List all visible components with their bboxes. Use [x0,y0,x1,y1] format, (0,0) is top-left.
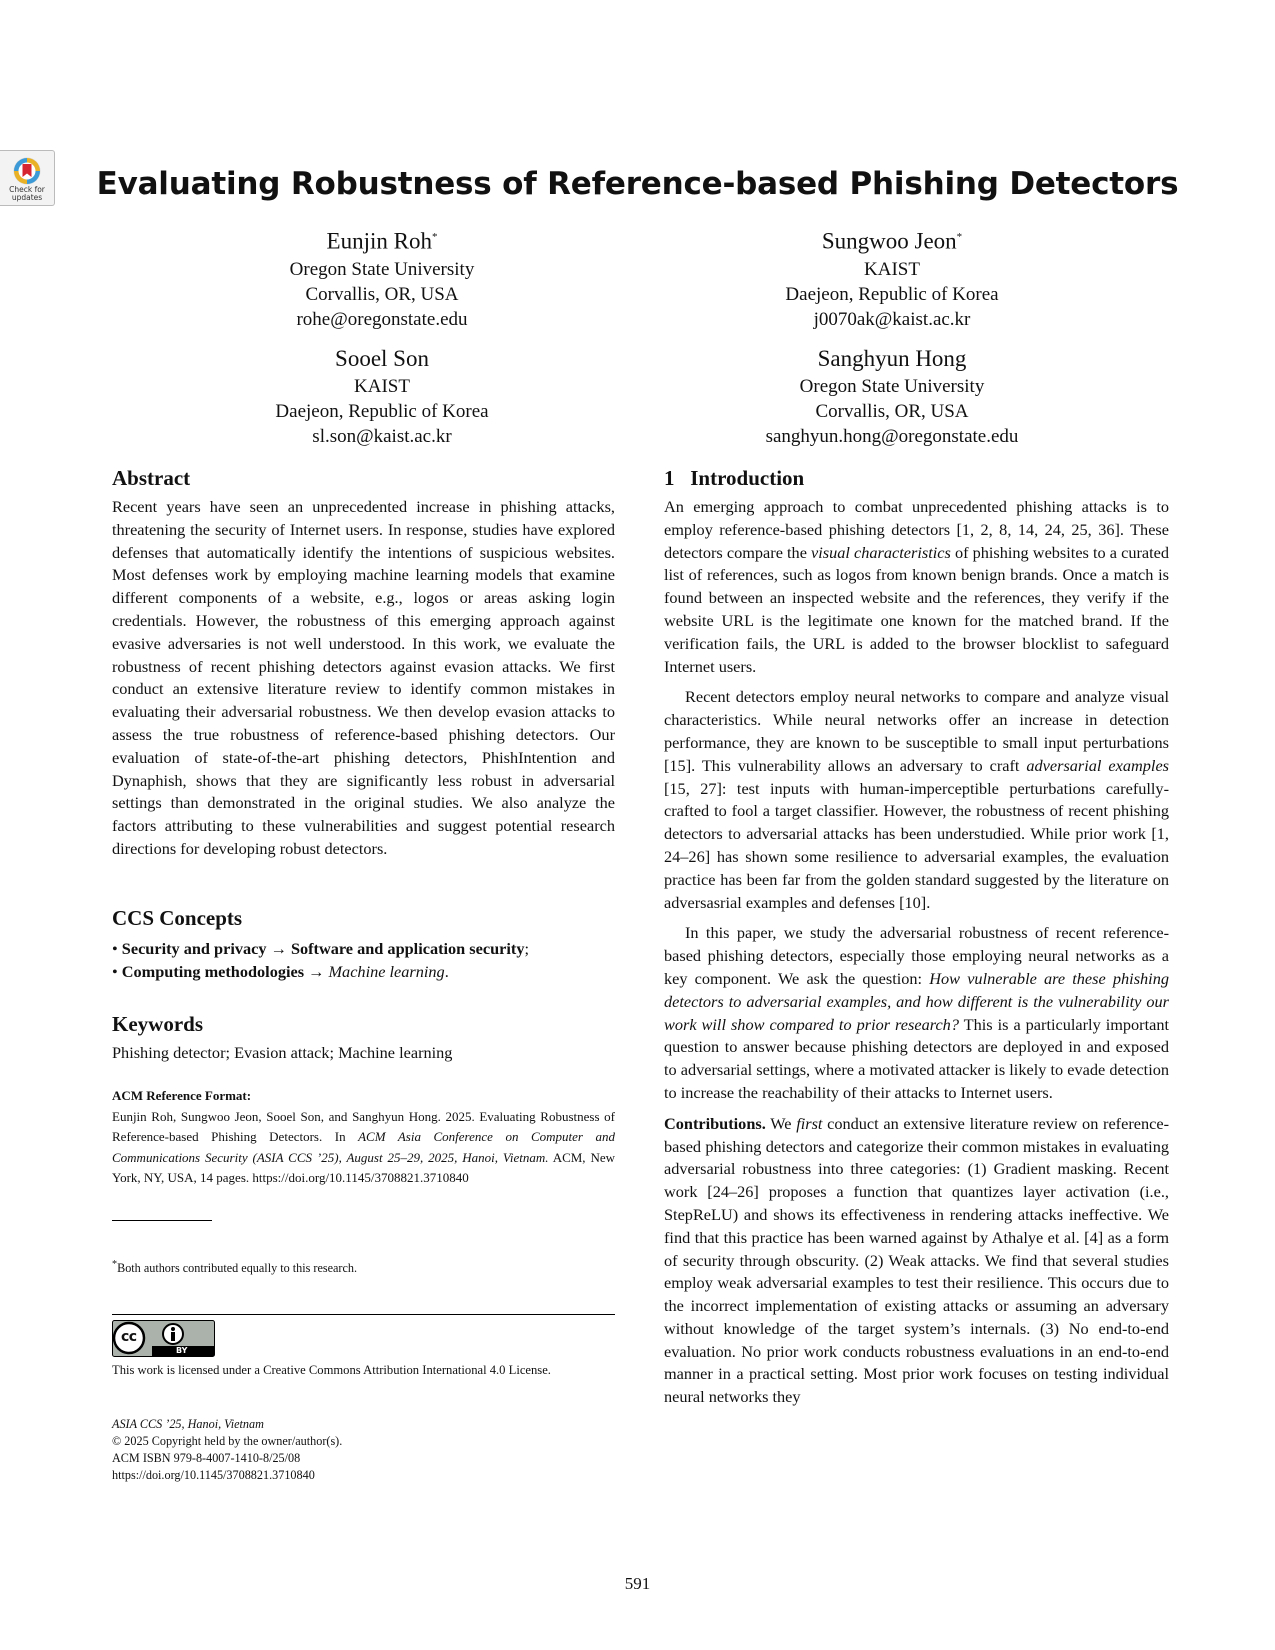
footnote: *Both authors contributed equally to this research. [112,1259,358,1276]
author-email: j0070ak@kaist.ac.kr [813,308,971,330]
abstract-text: Recent years have seen an unprecedented increase in phishing attacks, threatening the security of Internet users. In response, studies have explored defenses that automatically identify the intentions of suspicious websites. Most defenses work by employing machine learning models that examine different components of a website, e.g., logos or areas asking login credentials. However, the robustness of this emerging approach against evasive adversaries is not well understood. In this work, we evaluate the robustness of recent phishing detectors against evasion attacks. We first conduct an extensive literature review to identify common mistakes in evaluating their adversarial robustness. We then develop evasion attacks to assess the true robustness of reference-based phishing detectors. Our evaluation of state-of-the-art phishing detectors, PhishIntention and Dynaphish, shows that they are significantly less robust in adversarial settings than demonstrated in the original studies. We also analyze the factors attributing to these vulnerabilities and suggest potential research directions for developing robust detectors. [112,497,615,858]
author-email: sanghyun.hong@oregonstate.edu [765,426,1019,447]
acm-reference [112,1086,615,1189]
author-location: Corvallis, OR, USA [305,283,459,305]
author-affiliation: KAIST [864,258,920,280]
introduction-heading: 1 Introduction [664,466,805,490]
by-label: BY [176,1346,188,1355]
introduction-section [664,466,1169,1409]
copyright-line: © 2025 Copyright held by the owner/author(s). [112,1434,343,1448]
author-affiliation: KAIST [354,376,410,397]
keywords-section [112,1012,615,1065]
isbn-line: ACM ISBN 979-8-4007-1410-8/25/08 [112,1451,301,1465]
copyright-venue: ASIA CCS ’25, Hanoi, Vietnam [112,1417,264,1431]
keywords-heading: Keywords [112,1012,203,1036]
author-block-2 [722,222,1062,332]
license-rule [112,1314,615,1315]
page-number: 591 [624,1574,651,1593]
author-email: sl.son@kaist.ac.kr [312,426,452,447]
paper-title: Evaluating Robustness of Reference-based Phishing Detectors [96,166,1179,202]
author-name: Eunjin Roh* [326,228,438,254]
author-location: Daejeon, Republic of Korea [785,283,999,305]
author-affiliation: Oregon State University [799,376,985,397]
author-name: Sooel Son [335,346,429,371]
ccs-section [112,906,615,983]
author-name: Sungwoo Jeon* [821,228,963,254]
author-affiliation: Oregon State University [289,258,475,280]
keywords-text: Phishing detector; Evasion attack; Machine learning [112,1043,453,1062]
abstract-heading: Abstract [112,466,191,490]
acm-ref-heading: ACM Reference Format: [112,1088,252,1103]
ccs-heading: CCS Concepts [112,906,243,930]
author-block-3 [222,344,542,449]
license-text: This work is licensed under a Creative Commons Attribution International 4.0 License. [112,1363,551,1377]
intro-paragraph-3: In this paper, we study the adversarial robustness of recent reference-based phishing detectors, especially those employing neural networks as a key component. We ask the question: How vulnerable are these phishing detectors to adversarial examples, and how different is the vulnerability our work will show compared to prior research? This is a particularly important question to answer because phishing detectors are deployed in and exposed to adversarial settings, where a motivated attacker is likely to evade detection to increase the reachability of their attacks to Internet users. [664,923,1170,1102]
abstract-section [112,466,615,861]
author-block-1 [232,222,532,332]
author-email: rohe@oregonstate.edu [296,308,468,330]
doi-line: https://doi.org/10.1145/3708821.3710840 [112,1468,315,1482]
author-location: Daejeon, Republic of Korea [275,401,489,422]
cc-by-license-badge[interactable] [112,1320,215,1361]
ccs-item: • Computing methodologies → Machine learning. [112,962,449,981]
cc-label: cc [121,1329,137,1345]
author-location: Corvallis, OR, USA [815,401,969,422]
contributions-paragraph: Contributions. We first conduct an extensive literature review on reference-based phishing detectors and categorize their common mistakes in evaluating adversarial robustness into three categories: (1) Gradient masking. Recent work [24–26] proposes a function that quantizes layer activation (i.e., StepReLU) and shows its effectiveness in rendering attacks ineffective. We find that this practice has been warned against by Athalye et al. [4] as a form of security through obscurity. (2) Weak attacks. We find that several studies employ weak adversarial examples to test their resilience. This occurs due to the incorrect implementation of existing attacks or assuming an adversary without knowledge of the target system’s internals. (3) No end-to-end evaluation. No prior work conducts robustness evaluations in an end-to-end manner in a practical setting. Most prior work focuses on testing individual neural networks they [664,1113,1169,1407]
ccs-item: • Security and privacy → Software and application security; [112,939,529,958]
badge-line2: updates [11,193,43,202]
author-block-4 [712,344,1072,449]
intro-paragraph-2: Recent detectors employ neural networks to compare and analyze visual characteristics. While neural networks offer an increase in detection performance, they are known to be susceptible to small input perturbations [15]. This vulnerability allows an adversary to craft adversarial examples [15, 27]: test inputs with human-imperceptible perturbations carefully-crafted to fool a target classifier. However, the robustness of recent phishing detectors to adversarial attacks has been understudied. While prior work [1, 24–26] has shown some resilience to adversarial examples, the evaluation practice has been far from the golden standard suggested by the literature on adversasrial examples and defenses [10]. [664,687,1170,912]
author-name: Sanghyun Hong [817,346,967,371]
intro-paragraph-1: An emerging approach to combat unprecedented phishing attacks is to employ reference-based phishing detectors [1, 2, 8, 14, 24, 25, 36]. These detectors compare the visual characteristics of phishing websites to a curated list of references, such as logos from known benign brands. Once a match is found between an inspected website and the references, they verify if the website URL is the legitimate one known for the matched brand. If the verification fails, the URL is added to the browser blocklist to safeguard Internet users. [664,497,1170,676]
acm-ref-text: Eunjin Roh, Sungwoo Jeon, Sooel Son, and Sanghyun Hong. 2025. Evaluating Robustness of Reference-based Phishing Detectors. In ACM Asia Conference on Computer and Communications Security (ASIA CCS ’25), August 25–29, 2025, Hanoi, Vietnam. ACM, New York, NY, USA, 14 pages. https://doi.org/10.1145/3708821.3710840 [112,1108,615,1185]
footnote-rule [112,1220,212,1221]
copyright-block [112,1416,615,1484]
badge-line1: Check for [9,185,45,194]
